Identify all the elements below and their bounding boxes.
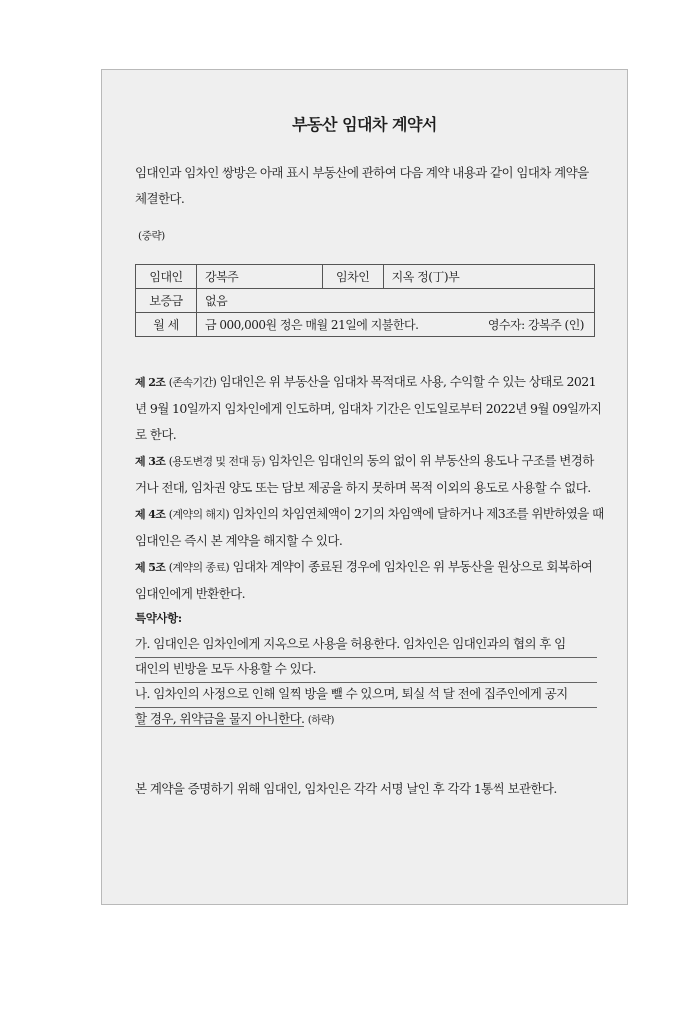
articles	[135, 369, 605, 607]
article-title: (용도변경 및 전대 등)	[168, 455, 265, 468]
lessee-label: 임차인	[322, 265, 383, 289]
rent-cell	[197, 313, 595, 337]
article-text: 임차인의 차임연체액이 2기의 차임액에 달하거나 제3조를 위반하였을 때 임대인은 즉시 본 계약을 해지할 수 있다.	[135, 506, 604, 548]
deposit-value: 없음	[197, 289, 595, 313]
special-line: 할 경우, 위약금을 물지 아니한다.	[135, 711, 305, 726]
special-line: 가. 임대인은 임차인에게 지옥으로 사용을 허용한다. 임차인은 임대인과의 협의 후 임	[135, 633, 597, 658]
article-number: 제 3조	[135, 455, 166, 468]
lessor-value: 강복주	[197, 265, 323, 289]
article-3	[135, 448, 605, 501]
special-terms	[135, 633, 597, 732]
table-row	[136, 265, 595, 289]
document-title: 부동산 임대차 계약서	[292, 115, 437, 134]
lessor-label: 임대인	[136, 265, 197, 289]
article-title: (계약의 해지)	[168, 508, 230, 521]
article-4	[135, 501, 605, 554]
lessee-value: 지옥 정(丁)부	[383, 265, 594, 289]
article-text: 임대차 계약이 종료된 경우에 임차인은 위 부동산을 원상으로 회복하여 임대인에게 반환한다.	[135, 559, 593, 601]
article-number: 제 2조	[135, 376, 166, 389]
article-5	[135, 554, 605, 607]
article-text: 임대인은 위 부동산을 임대차 목적대로 사용, 수익할 수 있는 상태로 2021년 9월 10일까지 임차인에게 인도하며, 임대차 기간은 인도일로부터 2022년 9월 09일까지로 한다.	[135, 374, 602, 442]
article-number: 제 4조	[135, 508, 166, 521]
rent-label: 월 세	[136, 313, 197, 337]
special-line: 대인의 빈방을 모두 사용할 수 있다.	[135, 658, 597, 683]
table-row	[136, 313, 595, 337]
receipt-signature: 영수자: 강복주 (인)	[487, 318, 584, 332]
omitted-note: (중략)	[138, 230, 165, 242]
article-title: (존속기간)	[168, 376, 217, 389]
closing-statement: 본 계약을 증명하기 위해 임대인, 임차인은 각각 서명 날인 후 각각 1통씩 보관한다.	[135, 781, 557, 796]
contract-sheet	[101, 69, 628, 905]
article-number: 제 5조	[135, 561, 166, 574]
special-line: 나. 임차인의 사정으로 인해 일찍 방을 뺄 수 있으며, 퇴실 석 달 전에 집주인에게 공지	[135, 683, 597, 708]
article-2	[135, 369, 605, 448]
rent-value: 금 000,000원 정은 매월 21일에 지불한다.	[205, 318, 419, 332]
special-terms-heading: 특약사항:	[135, 611, 182, 625]
parties-table	[135, 264, 595, 337]
remainder-omitted-note: (하략)	[307, 714, 334, 726]
table-row	[136, 289, 595, 313]
special-line-last	[135, 708, 597, 732]
deposit-label: 보증금	[136, 289, 197, 313]
intro-paragraph: 임대인과 임차인 쌍방은 아래 표시 부동산에 관하여 다음 계약 내용과 같이 임대차 계약을 체결한다.	[135, 165, 589, 206]
article-title: (계약의 종료)	[168, 561, 230, 574]
article-text: 임차인은 임대인의 동의 없이 위 부동산의 용도나 구조를 변경하거나 전대, 임차권 양도 또는 담보 제공을 하지 못하며 목적 이외의 용도로 사용할 수 없다.	[135, 453, 594, 495]
